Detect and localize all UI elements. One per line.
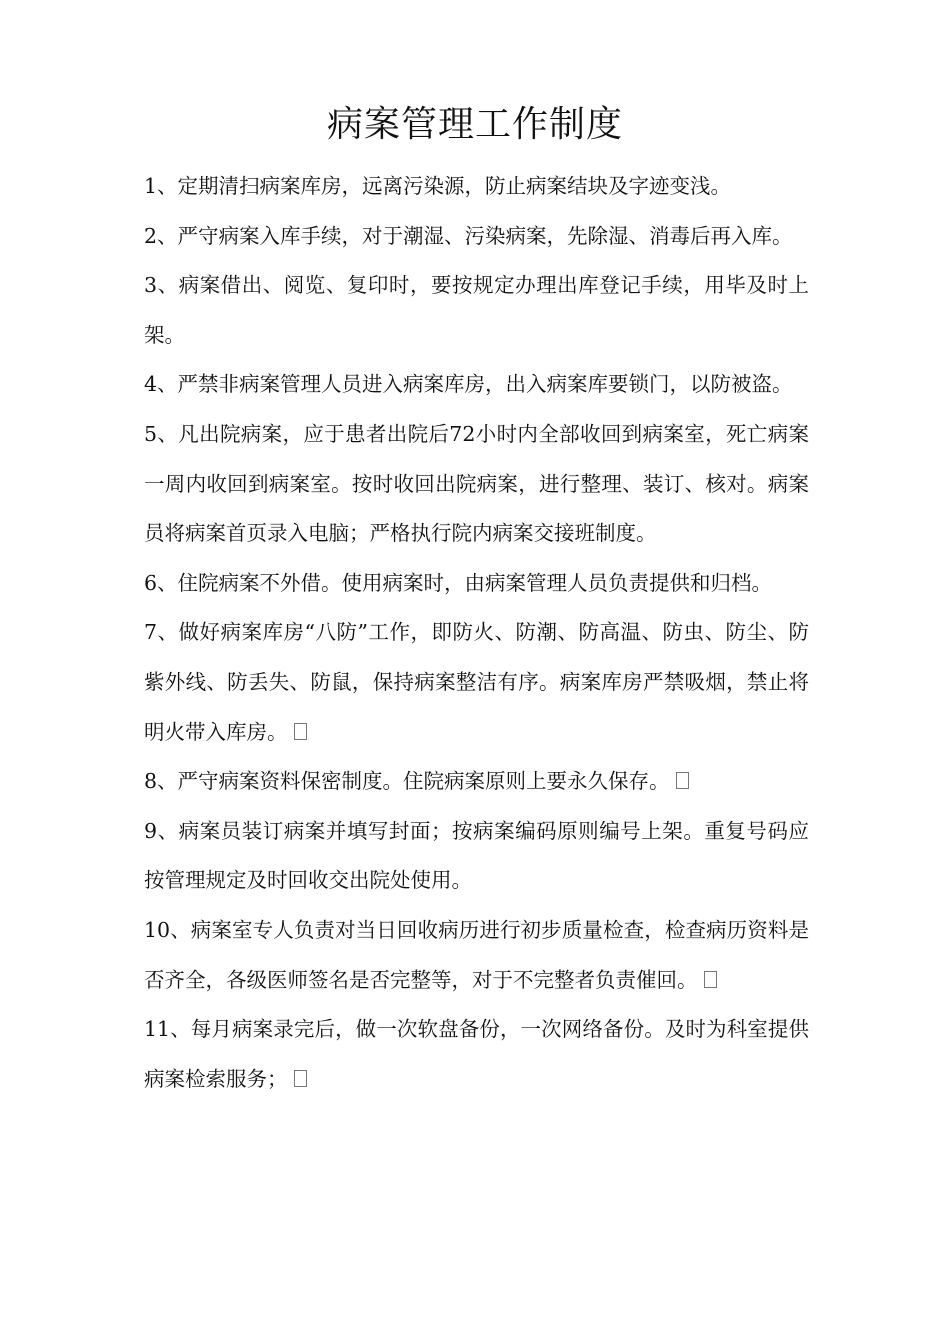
document-title: 病案管理工作制度 [326, 104, 623, 145]
paragraph-text: 5、凡出院病案，应于患者出院后72小时内全部收回到病案室，死亡病案一周内收回到病案室。按时收回出院病案，进行整理、装订、核对。病案员将病案首页录入电脑；严格执行院内病案交接班制度。 [144, 421, 809, 546]
paragraph-text: 2、严守病案入库手续，对于潮湿、污染病案，先除湿、消毒后再入库。 [144, 223, 793, 248]
placeholder-box-icon [294, 1070, 307, 1087]
paragraph-6 [144, 559, 809, 609]
paragraph-text: 4、严禁非病案管理人员进入病案库房，出入病案库要锁门，以防被盗。 [144, 372, 793, 397]
paragraph-5 [144, 410, 809, 559]
paragraph-text: 6、住院病案不外借。使用病案时，由病案管理人员负责提供和归档。 [144, 570, 773, 595]
document-body [144, 162, 809, 1104]
paragraph-text: 1、定期清扫病案库房，远离污染源，防止病案结块及字迹变浅。 [144, 174, 732, 198]
placeholder-box-icon [676, 772, 689, 789]
placeholder-box-icon [704, 971, 717, 988]
paragraph-text: 8、严守病案资料保密制度。住院病案原则上要永久保存。 [144, 769, 670, 794]
paragraph-4 [144, 360, 809, 410]
paragraph-10 [144, 906, 809, 1005]
placeholder-box-icon [294, 723, 307, 740]
paragraph-text: 3、病案借出、阅览、复印时，要按规定办理出库登记手续，用毕及时上架。 [144, 273, 809, 347]
paragraph-text: 11、每月病案录完后，做一次软盘备份，一次网络备份。及时为科室提供病案检索服务； [144, 1017, 809, 1091]
paragraph-9 [144, 807, 809, 906]
paragraph-text: 9、病案员装订病案并填写封面；按病案编码原则编号上架。重复号码应按管理规定及时回收交出院处使用。 [144, 818, 809, 893]
paragraph-text: 10、病案室专人负责对当日回收病历进行初步质量检查，检查病历资料是否齐全，各级医师签名是否完整等，对于不完整者负责催回。 [144, 917, 809, 992]
paragraph-11 [144, 1005, 809, 1104]
paragraph-1 [144, 162, 809, 212]
paragraph-2 [144, 212, 809, 262]
paragraph-3 [144, 261, 809, 360]
paragraph-7 [144, 608, 809, 757]
paragraph-text: 7、做好病案库房“八防”工作，即防火、防潮、防高温、防虫、防尘、防紫外线、防丢失、防鼠，保持病案整洁有序。病案库房严禁吸烟，禁止将明火带入库房。 [144, 620, 809, 744]
paragraph-8 [144, 757, 809, 807]
